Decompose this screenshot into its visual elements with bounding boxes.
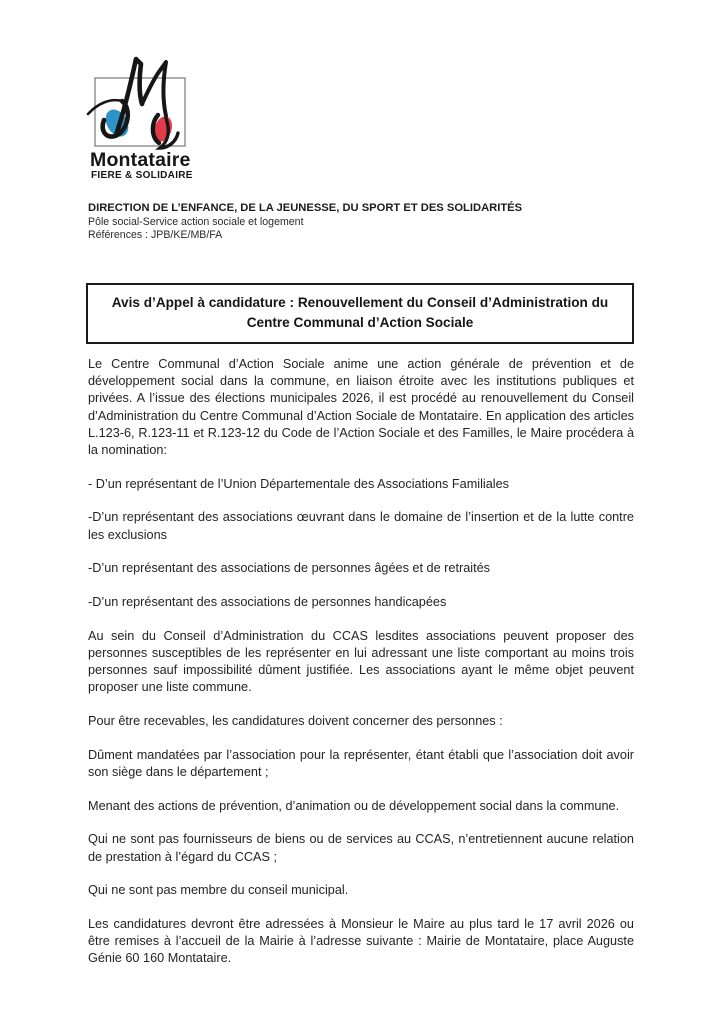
body-list-item-udaf: - D’un représentant de l’Union Départementale des Associations Familiales — [88, 476, 510, 491]
department-direction-line: DIRECTION DE L’ENFANCE, DE LA JEUNESSE, DU SPORT ET DES SOLIDARITÉS — [88, 202, 523, 214]
body-list-item-insertion: -D’un représentant des associations œuvrant dans le domaine de l’insertion et de la lutte contre les exclusions — [88, 510, 634, 542]
notice-body — [88, 356, 634, 984]
notice-title-box — [86, 283, 634, 344]
body-paragraph-propositions: Au sein du Conseil d’Administration du CCAS lesdites associations peuvent proposer des personnes susceptibles de les représenter en lui adressant une liste comportant au moins trois personnes sauf impossibilité dûment justifiée. Les associations ayant le même objet peuvent proposer une liste commune. — [88, 628, 634, 695]
stylized-m-music-notes-icon — [88, 56, 192, 160]
body-paragraph-recevabilite-intro: Pour être recevables, les candidatures doivent concerner des personnes : — [88, 714, 503, 729]
department-references-line: Références : JPB/KE/MB/FA — [88, 229, 223, 241]
department-header — [88, 202, 648, 243]
logo-tagline: FIERE & SOLIDAIRE — [91, 170, 193, 181]
notice-title: Avis d’Appel à candidature : Renouvellement du Conseil d’Administration du Centre Communal d’Action Sociale — [111, 295, 609, 330]
body-paragraph-intro: Le Centre Communal d’Action Sociale anime une action générale de prévention et de développement social dans la commune, en liaison étroite avec les institutions publiques et privées. A l’issue des élections municipales 2026, il est procédé au renouvellement du Conseil d’Administration du Centre Communal d’Action Sociale de Montataire. En application des articles L.123-6, R.123-11 et R.123-12 du Code de l’Action Sociale et des Familles, le Maire procédera à la nomination: — [88, 357, 634, 458]
montataire-logo — [86, 56, 226, 188]
body-condition-fournisseurs: Qui ne sont pas fournisseurs de biens ou de services au CCAS, n’entretiennent aucune relation de prestation à l’égard du CCAS ; — [88, 832, 634, 864]
body-condition-actions: Menant des actions de prévention, d’animation ou de développement social dans la commune. — [88, 798, 620, 813]
body-condition-conseil-municipal: Qui ne sont pas membre du conseil municipal. — [88, 883, 349, 898]
department-service-line: Pôle social-Service action sociale et logement — [88, 215, 304, 228]
body-paragraph-depot-candidatures: Les candidatures devront être adressées à Monsieur le Maire au plus tard le 17 avril 2026 ou être remises à l’accueil de la Mairie à l’adresse suivante : Mairie de Montataire, place Auguste Génie 60 160 Montataire. — [88, 916, 634, 966]
body-list-item-personnes-agees: -D’un représentant des associations de personnes âgées et de retraités — [88, 561, 491, 576]
body-list-item-personnes-handicapees: -D’un représentant des associations de personnes handicapées — [88, 595, 447, 610]
body-condition-mandat: Dûment mandatées par l’association pour la représenter, étant établi que l’association doit avoir son siège dans le département ; — [88, 747, 634, 779]
logo-wordmark: Montataire — [90, 149, 191, 171]
